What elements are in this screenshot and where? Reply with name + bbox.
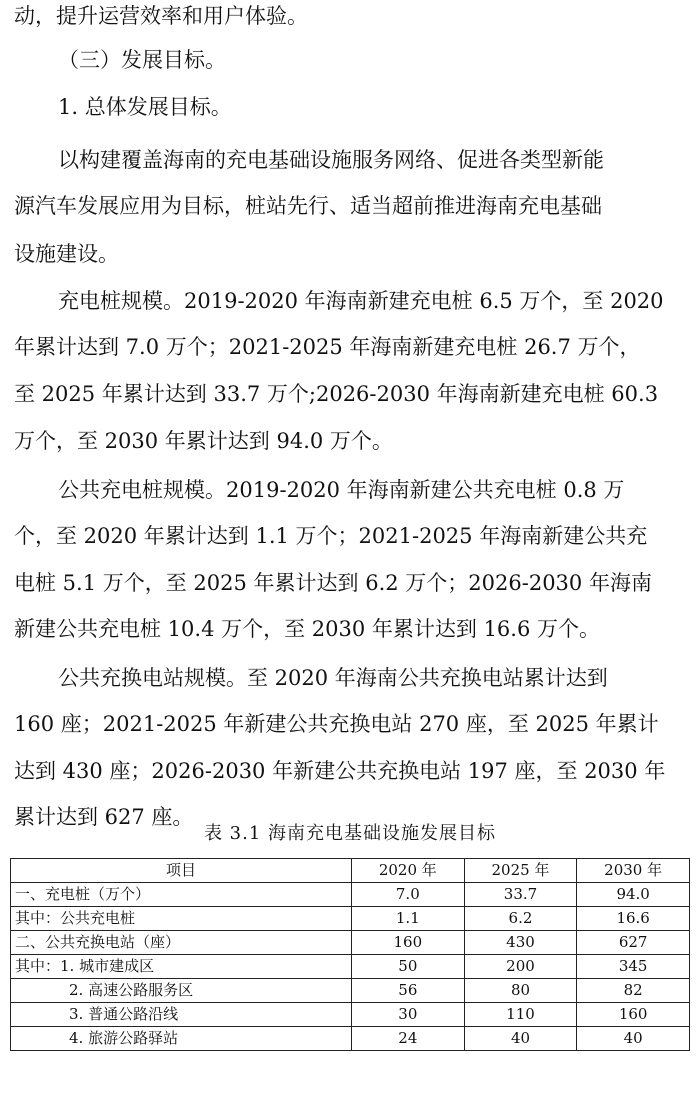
row-value-2020: 30 (352, 1003, 465, 1027)
paragraph-overall-line-1: 以构建覆盖海南的充电基础设施服务网络、促进各类型新能 (58, 148, 604, 172)
row-value-2025: 430 (464, 931, 577, 955)
development-goals-table (10, 858, 690, 1051)
row-item: 3. 普通公路沿线 (11, 1003, 352, 1027)
row-value-2025: 80 (464, 979, 577, 1003)
row-item: 其中：公共充电桩 (11, 907, 352, 931)
paragraph-chargers-line-3: 至 2025 年累计达到 33.7 万个;2026-2030 年海南新建充电桩 60.3 (14, 382, 659, 406)
table-row (11, 907, 690, 931)
row-value-2025: 40 (464, 1027, 577, 1051)
row-value-2030: 40 (577, 1027, 690, 1051)
row-value-2020: 56 (352, 979, 465, 1003)
row-item: 4. 旅游公路驿站 (11, 1027, 352, 1051)
paragraph-chargers-line-4: 万个，至 2030 年累计达到 94.0 万个。 (14, 429, 393, 453)
header-2025: 2025 年 (464, 859, 577, 883)
row-value-2030: 16.6 (577, 907, 690, 931)
paragraph-stations-line-1: 公共充换电站规模。至 2020 年海南公共充换电站累计达到 (58, 666, 608, 690)
row-value-2030: 94.0 (577, 883, 690, 907)
paragraph-public-chargers-line-2: 个，至 2020 年累计达到 1.1 万个；2021-2025 年海南新建公共充 (14, 524, 648, 548)
row-value-2025: 110 (464, 1003, 577, 1027)
row-item: 其中：1. 城市建成区 (11, 955, 352, 979)
row-item: 二、公共充换电站（座） (11, 931, 352, 955)
row-item: 2. 高速公路服务区 (11, 979, 352, 1003)
row-value-2020: 1.1 (352, 907, 465, 931)
row-value-2020: 24 (352, 1027, 465, 1051)
table-row (11, 955, 690, 979)
paragraph-overall-line-3: 设施建设。 (14, 242, 119, 266)
paragraph-stations-line-3: 达到 430 座；2026-2030 年新建公共充换电站 197 座，至 2030 年 (14, 759, 666, 783)
row-value-2020: 7.0 (352, 883, 465, 907)
paragraph-stations-line-4: 累计达到 627 座。 (14, 805, 194, 829)
row-value-2025: 33.7 (464, 883, 577, 907)
row-value-2030: 627 (577, 931, 690, 955)
table-row (11, 931, 690, 955)
paragraph-continuation: 动，提升运营效率和用户体验。 (14, 4, 308, 28)
paragraph-public-chargers-line-3: 电桩 5.1 万个，至 2025 年累计达到 6.2 万个；2026-2030 年海南 (14, 571, 652, 595)
table-header-row (11, 859, 690, 883)
row-value-2030: 345 (577, 955, 690, 979)
section-heading: （三）发展目标。 (58, 48, 226, 72)
header-2020: 2020 年 (352, 859, 465, 883)
table-row (11, 979, 690, 1003)
table-row (11, 883, 690, 907)
paragraph-public-chargers-line-4: 新建公共充电桩 10.4 万个，至 2030 年累计达到 16.6 万个。 (14, 617, 601, 641)
row-value-2030: 160 (577, 1003, 690, 1027)
paragraph-public-chargers-line-1: 公共充电桩规模。2019-2020 年海南新建公共充电桩 0.8 万 (58, 478, 625, 502)
header-item: 项目 (11, 859, 352, 883)
paragraph-chargers-line-2: 年累计达到 7.0 万个；2021-2025 年海南新建充电桩 26.7 万个， (14, 335, 641, 359)
table-caption: 表 3.1 海南充电基础设施发展目标 (203, 823, 497, 844)
table-row (11, 1027, 690, 1051)
paragraph-overall-line-2: 源汽车发展应用为目标，桩站先行、适当超前推进海南充电基础 (14, 194, 602, 218)
subsection-heading: 1. 总体发展目标。 (58, 95, 232, 119)
table-row (11, 1003, 690, 1027)
header-2030: 2030 年 (577, 859, 690, 883)
paragraph-chargers-line-1: 充电桩规模。2019-2020 年海南新建充电桩 6.5 万个，至 2020 (58, 289, 664, 313)
row-item: 一、充电桩（万个） (11, 883, 352, 907)
row-value-2020: 160 (352, 931, 465, 955)
row-value-2025: 200 (464, 955, 577, 979)
row-value-2030: 82 (577, 979, 690, 1003)
row-value-2025: 6.2 (464, 907, 577, 931)
paragraph-stations-line-2: 160 座；2021-2025 年新建公共充换电站 270 座，至 2025 年累计 (14, 712, 659, 736)
row-value-2020: 50 (352, 955, 465, 979)
